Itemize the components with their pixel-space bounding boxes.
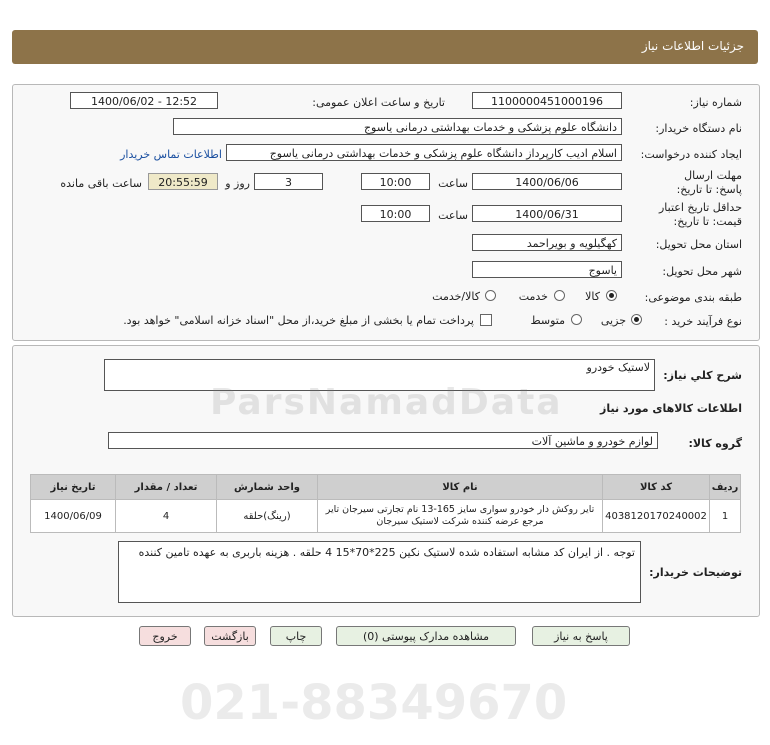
- cell-need-date: 1400/06/09: [31, 500, 116, 533]
- cell-row: 1: [710, 500, 741, 533]
- goods-info-title: اطلاعات کالاهای مورد نیاز: [600, 402, 742, 415]
- exit-button[interactable]: خروج: [139, 626, 191, 646]
- cell-unit: (رینگ)حلقه: [217, 500, 318, 533]
- col-unit: واحد شمارش: [217, 475, 318, 500]
- delivery-province-field: کهگیلویه و بویراحمد: [472, 234, 622, 251]
- col-item-code: کد کالا: [603, 475, 710, 500]
- col-row: ردیف: [710, 475, 741, 500]
- buyer-notes-field: توجه . از ایران کد مشابه استفاده شده لاستیک نکین 225*70*15 4 حلقه . هزینه باربری به عهده تامین کننده: [118, 541, 641, 603]
- watermark-phone: 021-88349670: [180, 675, 568, 731]
- need-number-label: شماره نیاز:: [689, 96, 742, 109]
- delivery-province-label: استان محل تحویل:: [655, 238, 742, 251]
- category-radio-goods[interactable]: [606, 290, 617, 301]
- goods-group-label: گروه کالا:: [688, 437, 742, 450]
- buyer-contact-link[interactable]: اطلاعات تماس خریدار: [120, 148, 222, 161]
- treasury-note: پرداخت تمام یا بخشی از مبلغ خرید،از محل "اسناد خزانه اسلامی" خواهد بود.: [123, 314, 474, 327]
- items-table-header: [31, 475, 741, 500]
- items-table: [30, 474, 741, 533]
- process-radio-minor[interactable]: [631, 314, 642, 325]
- price-validity-time-label: ساعت: [438, 209, 468, 222]
- cell-item-code: 4038120170240002: [603, 500, 710, 533]
- price-validity-date-field: 1400/06/31: [472, 205, 622, 222]
- general-desc-field: لاستیک خودرو: [104, 359, 655, 391]
- purchase-process-label: نوع فرآیند خرید :: [664, 315, 742, 328]
- cell-quantity: 4: [116, 500, 217, 533]
- goods-group-field: لوازم خودرو و ماشین آلات: [108, 432, 658, 449]
- category-label: طبقه بندی موضوعی:: [644, 291, 742, 304]
- buyer-org-label: نام دستگاه خريدار:: [655, 122, 742, 135]
- col-quantity: تعداد / مقدار: [116, 475, 217, 500]
- process-option-medium: متوسط: [530, 314, 565, 327]
- col-item-name: نام کالا: [318, 475, 603, 500]
- days-remaining-field: 3: [254, 173, 323, 190]
- page-title: جزئیات اطلاعات نیاز: [641, 39, 744, 53]
- days-label: روز و: [225, 177, 250, 190]
- category-option-service: خدمت: [518, 290, 548, 303]
- table-row: [31, 500, 741, 533]
- back-button[interactable]: بازگشت: [204, 626, 256, 646]
- price-validity-label: حداقل تاریخ اعتبار قیمت: تا تاریخ:: [658, 201, 742, 228]
- process-option-minor: جزیی: [600, 314, 626, 327]
- delivery-city-label: شهر محل تحویل:: [662, 265, 742, 278]
- treasury-checkbox[interactable]: [480, 314, 492, 326]
- cell-item-name: تایر روکش دار خودرو سواری سایز 165-13 نام تجارتی سیرجان تایر مرجع عرضه کننده شرکت لاستیک سیرجان: [318, 500, 603, 533]
- category-radio-service[interactable]: [554, 290, 565, 301]
- category-option-goods: کالا: [585, 290, 600, 303]
- requester-label: ایجاد کننده درخواست:: [640, 148, 742, 161]
- announce-datetime-field: 1400/06/02 - 12:52: [70, 92, 218, 109]
- print-button[interactable]: چاپ: [270, 626, 322, 646]
- process-radio-medium[interactable]: [571, 314, 582, 325]
- time-remaining-label: ساعت باقی مانده: [60, 177, 142, 190]
- need-number-field: 1100000451000196: [472, 92, 622, 109]
- requester-field: اسلام ادیب کارپرداز دانشگاه علوم پزشکی و خدمات بهداشتی درمانی یاسوج: [226, 144, 622, 161]
- buyer-notes-label: توضیحات خریدار:: [649, 566, 742, 579]
- attachments-button[interactable]: مشاهده مدارک پیوستی (0): [336, 626, 516, 646]
- delivery-city-field: یاسوج: [472, 261, 622, 278]
- page-header: [12, 30, 758, 64]
- buyer-org-field: دانشگاه علوم پزشکی و خدمات بهداشتی درمانی یاسوج: [173, 118, 622, 135]
- general-desc-label: شرح کلي نیاز:: [663, 369, 742, 382]
- col-need-date: تاریخ نیاز: [31, 475, 116, 500]
- response-deadline-label: مهلت ارسال پاسخ: تا تاریخ:: [676, 169, 742, 196]
- time-remaining-field: 20:55:59: [148, 173, 218, 190]
- reply-button[interactable]: پاسخ به نیاز: [532, 626, 630, 646]
- response-date-field: 1400/06/06: [472, 173, 622, 190]
- category-radio-goods-service[interactable]: [485, 290, 496, 301]
- response-time-label: ساعت: [438, 177, 468, 190]
- price-validity-time-field: 10:00: [361, 205, 430, 222]
- announce-datetime-label: تاریخ و ساعت اعلان عمومی:: [312, 96, 445, 109]
- category-option-goods-service: کالا/خدمت: [432, 290, 480, 303]
- response-time-field: 10:00: [361, 173, 430, 190]
